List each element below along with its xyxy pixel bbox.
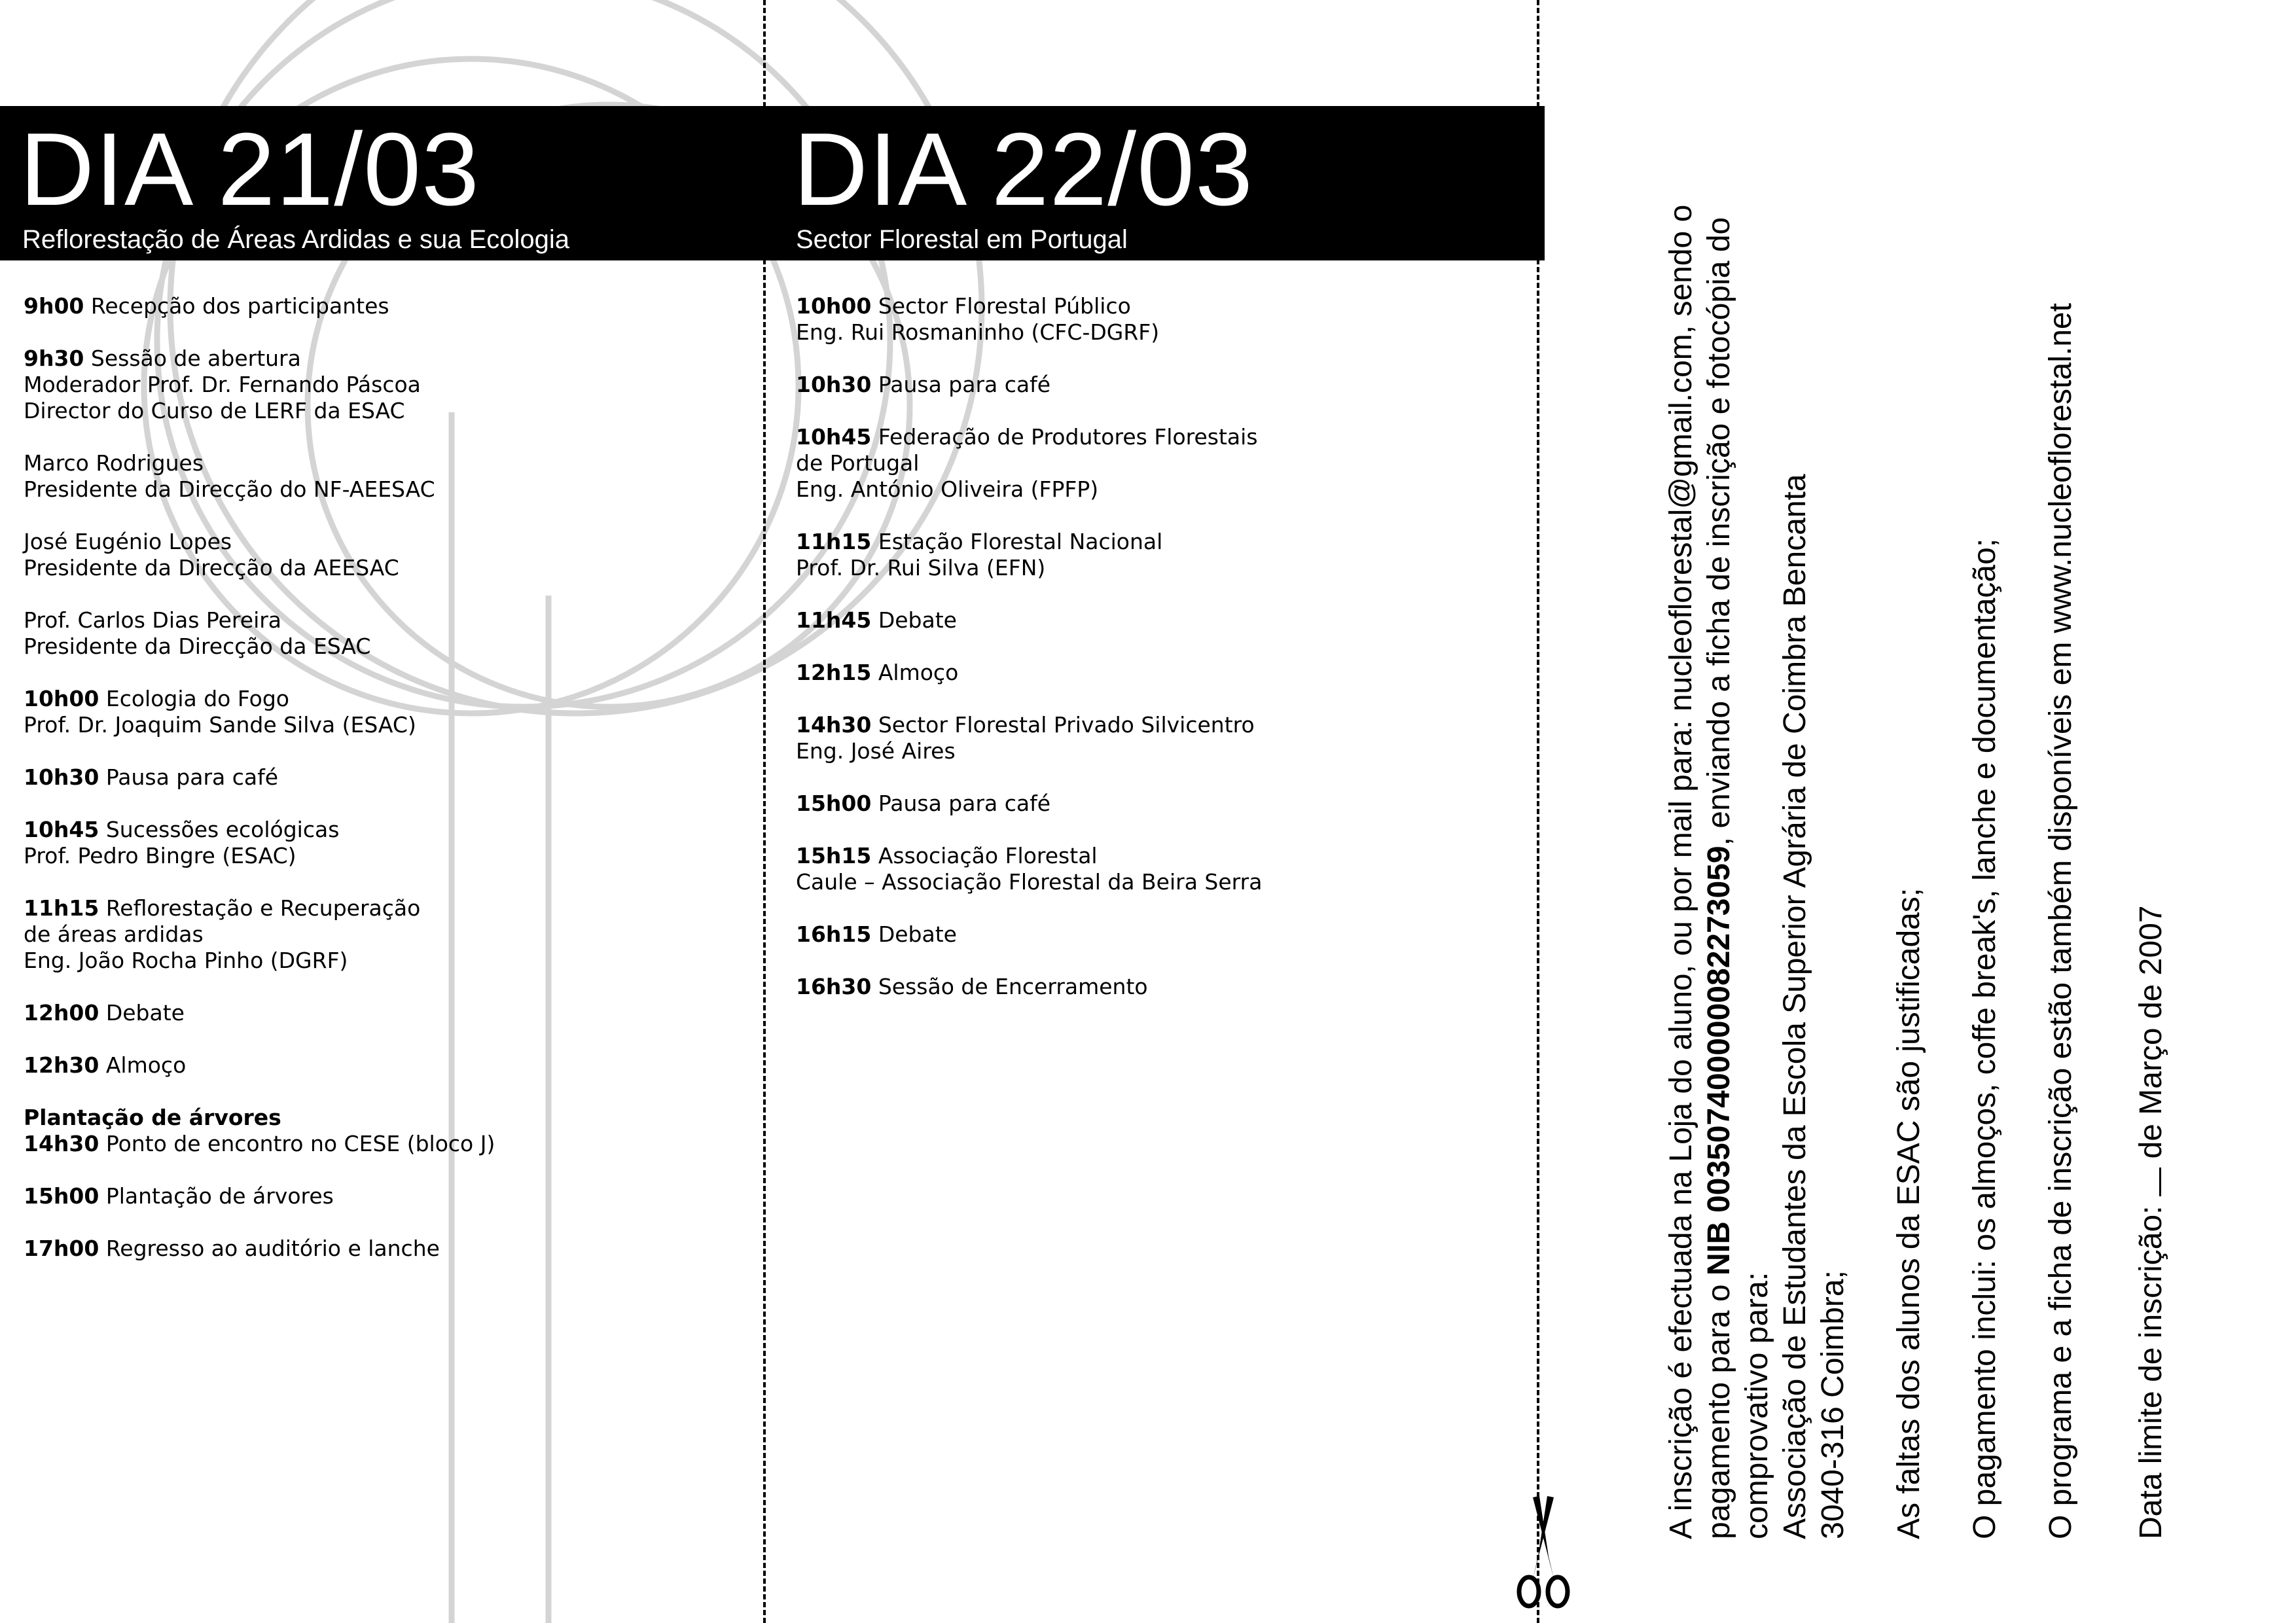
entry-text: de Portugal xyxy=(796,450,920,476)
registration-line-2 xyxy=(1700,73,1738,1539)
day2-title: DIA 22/03 xyxy=(793,112,1253,227)
day2-schedule xyxy=(796,293,1516,1026)
entry-time: 11h45 xyxy=(796,607,872,633)
schedule-entry xyxy=(24,686,744,738)
entry-text: Plantação de árvores xyxy=(105,1183,334,1209)
entry-line xyxy=(24,476,744,503)
schedule-entry xyxy=(796,791,1516,817)
absences-text: As faltas dos alunos da ESAC são justificadas; xyxy=(1892,887,1926,1539)
schedule-entry xyxy=(796,424,1516,503)
entry-line xyxy=(796,319,1516,346)
scissors-icon xyxy=(1513,1493,1573,1611)
entry-time: 15h00 xyxy=(24,1183,99,1209)
registration-deadline xyxy=(2132,906,2170,1539)
schedule-entry xyxy=(24,764,744,791)
entry-line xyxy=(796,974,1516,1000)
deadline-blank-field xyxy=(2133,1168,2161,1196)
registration-info xyxy=(1662,73,2251,1539)
entry-time: 14h30 xyxy=(796,712,872,738)
entry-text: Caule – Associação Florestal da Beira Serra xyxy=(796,869,1263,895)
entry-text: Prof. Pedro Bingre (ESAC) xyxy=(24,843,296,868)
entry-text: Director do Curso de LERF da ESAC xyxy=(24,398,405,423)
entry-line xyxy=(24,1000,744,1026)
day2-subtitle: Sector Florestal em Portugal xyxy=(796,225,1128,254)
entry-line xyxy=(796,738,1516,764)
entry-text: Marco Rodrigues xyxy=(24,450,204,476)
entry-line xyxy=(24,843,744,869)
entry-text: Presidente da Direcção da ESAC xyxy=(24,633,371,659)
entry-line xyxy=(796,450,1516,476)
entry-line xyxy=(796,372,1516,398)
schedule-entry xyxy=(796,921,1516,948)
entry-time: 9h00 xyxy=(24,293,84,319)
entry-line xyxy=(24,921,744,948)
schedule-entry xyxy=(24,1105,744,1157)
entry-line xyxy=(24,398,744,424)
entry-line xyxy=(24,346,744,372)
entry-line xyxy=(796,293,1516,319)
schedule-entry xyxy=(24,293,744,319)
entry-text: Debate xyxy=(878,921,957,947)
entry-line xyxy=(796,476,1516,503)
payment-text: O pagamento inclui: os almoços, coffe break's, lanche e documentação; xyxy=(1967,538,2002,1539)
schedule-entry xyxy=(24,529,744,581)
entry-line xyxy=(24,607,744,633)
schedule-entry xyxy=(24,1236,744,1262)
entry-text: Prof. Dr. Rui Silva (EFN) xyxy=(796,555,1046,580)
entry-text: José Eugénio Lopes xyxy=(24,529,232,554)
website-text: O programa e a ficha de inscrição estão também disponíveis em www.nucleoflorestal.net xyxy=(2043,303,2078,1539)
schedule-entry xyxy=(24,1052,744,1079)
entry-line xyxy=(796,607,1516,633)
registration-line-3: comprovativo para: xyxy=(1740,1272,1774,1539)
entry-line xyxy=(796,921,1516,948)
entry-line xyxy=(24,686,744,712)
schedule-entry xyxy=(796,607,1516,633)
day1-title: DIA 21/03 xyxy=(20,112,480,227)
schedule-entry xyxy=(796,974,1516,1000)
entry-text: Moderador Prof. Dr. Fernando Páscoa xyxy=(24,372,421,397)
entry-text: Prof. Dr. Joaquim Sande Silva (ESAC) xyxy=(24,712,416,738)
entry-line xyxy=(796,712,1516,738)
entry-text: Almoço xyxy=(105,1052,187,1078)
entry-line xyxy=(796,555,1516,581)
payment-note xyxy=(1966,73,2004,1539)
entry-text: Federação de Produtores Florestais xyxy=(878,424,1258,450)
entry-line xyxy=(24,948,744,974)
schedule-entry xyxy=(24,1000,744,1026)
entry-text: Eng. Rui Rosmaninho (CFC-DGRF) xyxy=(796,319,1160,345)
schedule-entry xyxy=(24,607,744,660)
entry-text: Debate xyxy=(105,1000,185,1026)
schedule-entry xyxy=(796,372,1516,398)
entry-text: Eng. João Rocha Pinho (DGRF) xyxy=(24,948,348,973)
entry-line xyxy=(24,293,744,319)
entry-time: 12h30 xyxy=(24,1052,99,1078)
entry-text: Sessão de Encerramento xyxy=(878,974,1148,999)
nib-number: NIB 003507400000082273059 xyxy=(1702,846,1736,1276)
entry-time: 15h15 xyxy=(796,843,872,868)
registration-line-4: Associação de Estudantes da Escola Superior Agrária de Coimbra Bencanta xyxy=(1778,474,1812,1539)
entry-time: 17h00 xyxy=(24,1236,99,1261)
entry-text: Eng. António Oliveira (FPFP) xyxy=(796,476,1099,502)
website-note xyxy=(2042,73,2080,1539)
entry-text: Reflorestação e Recuperação xyxy=(105,895,421,921)
entry-line xyxy=(796,869,1516,895)
entry-text: Almoço xyxy=(878,660,959,685)
entry-line xyxy=(796,529,1516,555)
entry-line xyxy=(24,1236,744,1262)
entry-text: Pausa para café xyxy=(878,372,1051,397)
entry-time: 10h00 xyxy=(796,293,872,319)
registration-line-2-post: , enviando a ficha de inscrição e fotocópia do xyxy=(1702,217,1736,846)
entry-time: 11h15 xyxy=(24,895,99,921)
entry-time: 12h15 xyxy=(796,660,872,685)
entry-text: Pausa para café xyxy=(105,764,279,790)
schedule-entry xyxy=(796,293,1516,346)
entry-line xyxy=(24,712,744,738)
schedule-entry xyxy=(24,1183,744,1209)
entry-text: Pausa para café xyxy=(878,791,1051,816)
entry-line xyxy=(24,1183,744,1209)
entry-line xyxy=(24,555,744,581)
entry-text: Presidente da Direcção da AEESAC xyxy=(24,555,399,580)
schedule-entry xyxy=(24,450,744,503)
entry-line xyxy=(24,633,744,660)
entry-time: 10h30 xyxy=(24,764,99,790)
entry-heading: Plantação de árvores xyxy=(24,1105,281,1130)
entry-time: 14h30 xyxy=(24,1131,99,1156)
entry-line xyxy=(24,372,744,398)
entry-text: Recepção dos participantes xyxy=(90,293,389,319)
entry-line xyxy=(24,895,744,921)
entry-time: 10h45 xyxy=(796,424,872,450)
day1-schedule xyxy=(24,293,744,1288)
entry-text: Presidente da Direcção do NF-AEESAC xyxy=(24,476,435,502)
schedule-entry xyxy=(24,817,744,869)
registration-line-1: A inscrição é efectuada na Loja do aluno, ou por mail para: nucleoflorestal@gmail.com, sendo o xyxy=(1664,204,1698,1539)
entry-line xyxy=(24,450,744,476)
entry-text: Sector Florestal Público xyxy=(878,293,1131,319)
entry-time: 16h30 xyxy=(796,974,872,999)
schedule-entry xyxy=(796,712,1516,764)
entry-time: 11h15 xyxy=(796,529,872,554)
entry-line xyxy=(796,843,1516,869)
entry-time: 10h45 xyxy=(24,817,99,842)
schedule-entry xyxy=(796,529,1516,581)
schedule-entry xyxy=(24,895,744,974)
schedule-entry xyxy=(796,660,1516,686)
entry-text: Sessão de abertura xyxy=(90,346,301,371)
entry-text: Ecologia do Fogo xyxy=(105,686,289,711)
entry-time: 10h30 xyxy=(796,372,872,397)
deadline-label: Data limite de inscrição: xyxy=(2134,1205,2168,1539)
entry-text: de áreas ardidas xyxy=(24,921,204,947)
entry-time: 16h15 xyxy=(796,921,872,947)
entry-text: Prof. Carlos Dias Pereira xyxy=(24,607,282,633)
entry-line xyxy=(796,791,1516,817)
entry-text: Associação Florestal xyxy=(878,843,1098,868)
entry-time: 9h30 xyxy=(24,346,84,371)
deadline-month: de Março de 2007 xyxy=(2134,905,2168,1159)
entry-line xyxy=(24,1131,744,1157)
day1-subtitle: Reflorestação de Áreas Ardidas e sua Ecologia xyxy=(22,225,570,254)
entry-time: 12h00 xyxy=(24,1000,99,1026)
registration-paragraph xyxy=(1662,73,1852,1539)
absences-note xyxy=(1890,73,1928,1539)
entry-time: 15h00 xyxy=(796,791,872,816)
entry-text: Eng. José Aires xyxy=(796,738,956,764)
entry-line xyxy=(796,660,1516,686)
entry-time: 10h00 xyxy=(24,686,99,711)
entry-line xyxy=(24,529,744,555)
entry-text: Sucessões ecológicas xyxy=(105,817,340,842)
entry-text: Debate xyxy=(878,607,957,633)
schedule-entry xyxy=(24,346,744,424)
entry-line xyxy=(24,817,744,843)
entry-text: Regresso ao auditório e lanche xyxy=(105,1236,440,1261)
registration-line-2-pre: pagamento para o xyxy=(1702,1275,1736,1539)
entry-line xyxy=(24,1052,744,1079)
entry-text: Ponto de encontro no CESE (bloco J) xyxy=(105,1131,495,1156)
entry-text: Sector Florestal Privado Silvicentro xyxy=(878,712,1255,738)
schedule-entry xyxy=(796,843,1516,895)
entry-line xyxy=(24,764,744,791)
registration-line-5: 3040-316 Coimbra; xyxy=(1816,1270,1850,1539)
entry-text: Estação Florestal Nacional xyxy=(878,529,1163,554)
entry-line xyxy=(796,424,1516,450)
